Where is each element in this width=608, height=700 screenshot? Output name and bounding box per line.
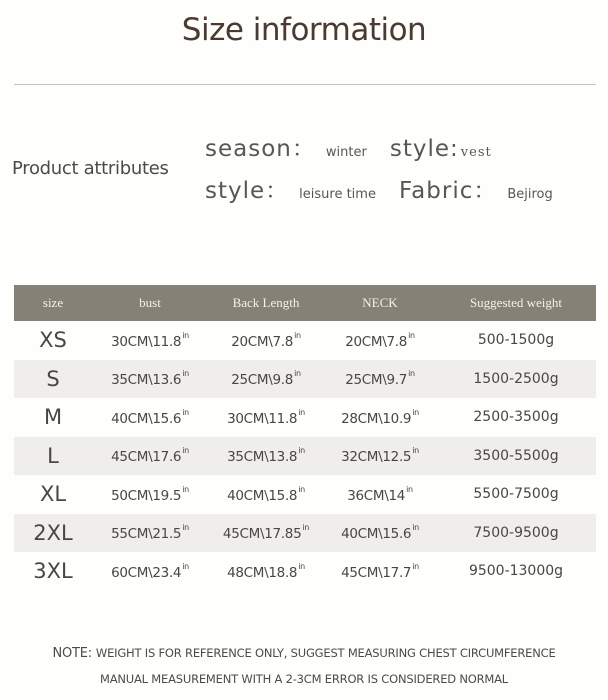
attributes-row-1 [205, 130, 510, 163]
neck-cell: $36CM\backslash 14^{in}$ [347, 484, 413, 504]
neck-cell: $45CM\backslash 17.7^{in}$ [341, 561, 419, 581]
neck-cell: $25CM\backslash 9.7^{in}$ [345, 369, 415, 389]
unit-superscript: in [182, 407, 189, 417]
attr-key-fabric: Fabric： [399, 178, 498, 204]
unit-superscript: in [412, 446, 419, 456]
weight-cell: 500-1500g [477, 332, 555, 349]
back-length-cell: $30CM\backslash 11.8^{in}$ [227, 407, 305, 427]
neck-cell: $28CM\backslash 10.9^{in}$ [341, 407, 419, 427]
weight-cell: 2500-3500g [473, 409, 559, 426]
unit-superscript: in [298, 561, 305, 571]
unit-superscript: in [412, 523, 419, 533]
unit-superscript: in [182, 561, 189, 571]
note-text-1: WEIGHT IS FOR REFERENCE ONLY, SUGGEST MEASURING CHEST CIRCUMFERENCE [95, 646, 556, 660]
size-cell: M [43, 405, 63, 430]
unit-superscript: in [182, 330, 189, 340]
weight-cell: 7500-9500g [473, 524, 559, 541]
bust-cell: $40CM\backslash 15.6^{in}$ [111, 407, 189, 427]
unit-superscript: in [298, 446, 305, 456]
note-line-1 [0, 646, 608, 661]
size-cell: XS [39, 328, 67, 353]
unit-superscript: in [412, 561, 419, 571]
page-title: Size information [181, 12, 427, 48]
attr-key-season: season： [205, 136, 316, 162]
attr-value-style-2: leisure time [299, 187, 376, 202]
unit-superscript: in [182, 369, 189, 379]
unit-superscript: in [408, 330, 415, 340]
back-length-cell: $40CM\backslash 15.8^{in}$ [227, 484, 305, 504]
unit-superscript: in [412, 407, 419, 417]
unit-superscript: in [182, 484, 189, 494]
neck-cell: $40CM\backslash 15.6^{in}$ [341, 523, 419, 543]
unit-superscript: in [294, 369, 301, 379]
table-row [14, 321, 596, 360]
table-row [14, 514, 596, 553]
attr-key-style-2: style： [205, 178, 290, 204]
bust-cell: $50CM\backslash 19.5^{in}$ [111, 484, 189, 504]
table-row [14, 475, 596, 514]
bust-cell: $30CM\backslash 11.8^{in}$ [111, 330, 189, 350]
neck-cell: $20CM\backslash 7.8^{in}$ [345, 330, 415, 350]
size-cell: S [46, 366, 60, 391]
table-body [14, 321, 596, 591]
unit-superscript: in [298, 484, 305, 494]
table-row [14, 398, 596, 437]
neck-cell: $32CM\backslash 12.5^{in}$ [341, 446, 419, 466]
unit-superscript: in [182, 523, 189, 533]
table-row [14, 437, 596, 476]
size-cell: L [47, 443, 59, 468]
unit-superscript: in [406, 484, 413, 494]
table-row [14, 552, 596, 591]
attr-key-style: style: [389, 136, 459, 162]
unit-superscript: in [298, 407, 305, 417]
divider [14, 84, 596, 85]
unit-superscript: in [294, 330, 301, 340]
weight-cell: 3500-5500g [473, 447, 559, 464]
weight-cell: 5500-7500g [473, 486, 559, 503]
attr-value-season: winter [325, 145, 367, 160]
size-cell: XL [39, 482, 67, 507]
attr-value-fabric: Bejirog [507, 187, 553, 202]
weight-cell: 1500-2500g [473, 370, 559, 387]
unit-superscript: in [408, 369, 415, 379]
weight-cell: 9500-13000g [468, 563, 564, 580]
attributes-row-2 [205, 172, 571, 205]
back-length-cell: $48CM\backslash 18.8^{in}$ [227, 561, 305, 581]
bust-cell: $55CM\backslash 21.5^{in}$ [111, 523, 189, 543]
note-line-2: MANUAL MEASUREMENT WITH A 2-3CM ERROR IS CONSIDERED NORMAL [99, 672, 509, 686]
bust-cell: $35CM\backslash 13.6^{in}$ [111, 369, 189, 389]
attributes-label: Product attributes [12, 158, 169, 179]
table-row [14, 360, 596, 399]
header-bust: bust [139, 295, 161, 310]
header-back-length: Back Length [232, 295, 300, 310]
back-length-cell: $20CM\backslash 7.8^{in}$ [231, 330, 301, 350]
attr-value-style: vest [460, 145, 492, 160]
table-header [14, 285, 596, 321]
size-cell: 3XL [33, 559, 73, 584]
bust-cell: $60CM\backslash 23.4^{in}$ [111, 561, 189, 581]
back-length-cell: $45CM\backslash 17.85^{in}$ [222, 523, 310, 543]
back-length-cell: $25CM\backslash 9.8^{in}$ [231, 369, 301, 389]
size-table [14, 285, 596, 591]
header-size: size [42, 295, 64, 310]
unit-superscript: in [302, 523, 310, 533]
size-cell: 2XL [33, 520, 73, 545]
unit-superscript: in [182, 446, 189, 456]
header-weight: Suggested weight [469, 295, 563, 310]
note-lead: NOTE: [52, 646, 96, 661]
header-neck: NECK [362, 295, 398, 310]
back-length-cell: $35CM\backslash 13.8^{in}$ [227, 446, 305, 466]
bust-cell: $45CM\backslash 17.6^{in}$ [111, 446, 189, 466]
